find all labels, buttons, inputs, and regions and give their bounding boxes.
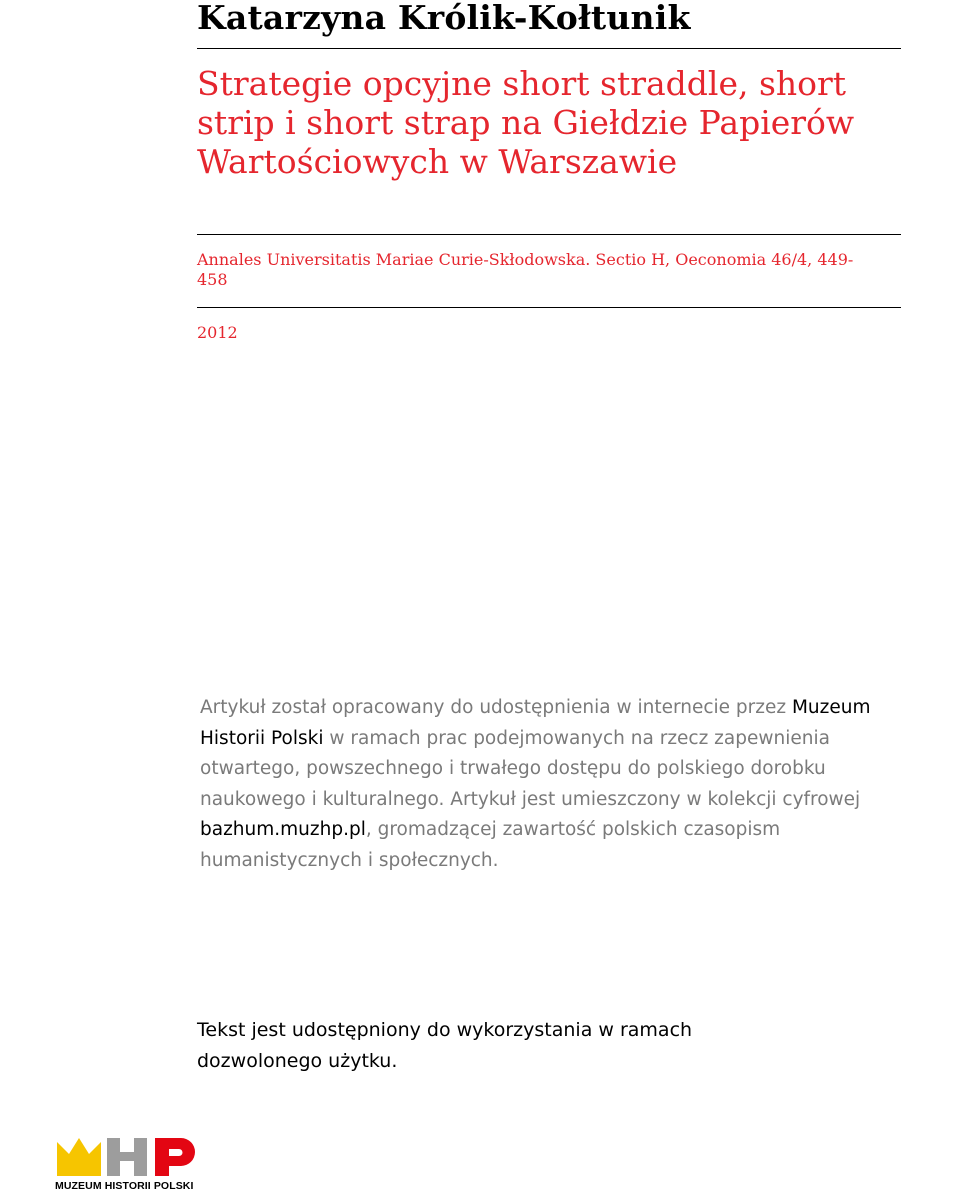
notice-text: Artykuł został opracowany do udostępnienia w internecie przez	[200, 697, 792, 718]
journal-citation: Annales Universitatis Mariae Curie-Skłodowska. Sectio H, Oeconomia 46/4, 449-458	[197, 250, 854, 289]
license-statement: Tekst jest udostępniony do wykorzystania w ramach dozwolonego użytku.	[197, 1019, 693, 1072]
notice-text: w ramach prac podejmowanych na rzecz zapewnienia otwartego, powszechnego i trwałego dostępu do polskiego dorobku naukowego i kulturalnego. Artykuł jest umieszczony w kolekcji cyfrowej	[200, 727, 861, 810]
logo-p-mark	[155, 1138, 195, 1176]
divider	[197, 234, 901, 235]
divider	[197, 307, 901, 308]
digitization-notice	[200, 693, 900, 876]
logo-h-mark-bar	[115, 1152, 141, 1161]
divider	[197, 48, 901, 49]
notice-text: , gromadzącej zawartość polskich czasopism humanistycznych i społecznych.	[200, 819, 781, 871]
museum-name: Muzeum Historii Polski	[200, 697, 871, 749]
author-name: Katarzyna Królik-Kołtunik	[197, 0, 691, 37]
publication-year: 2012	[197, 323, 238, 342]
logo-crown-mark	[57, 1138, 101, 1176]
article-title: Strategie opcyjne short straddle, short strip i short strap na Giełdzie Papierów Wartościowych w Warszawie	[197, 64, 855, 181]
logo-caption: MUZEUM HISTORII POLSKI	[55, 1180, 194, 1192]
collection-link[interactable]: bazhum.muzhp.pl	[200, 819, 366, 840]
